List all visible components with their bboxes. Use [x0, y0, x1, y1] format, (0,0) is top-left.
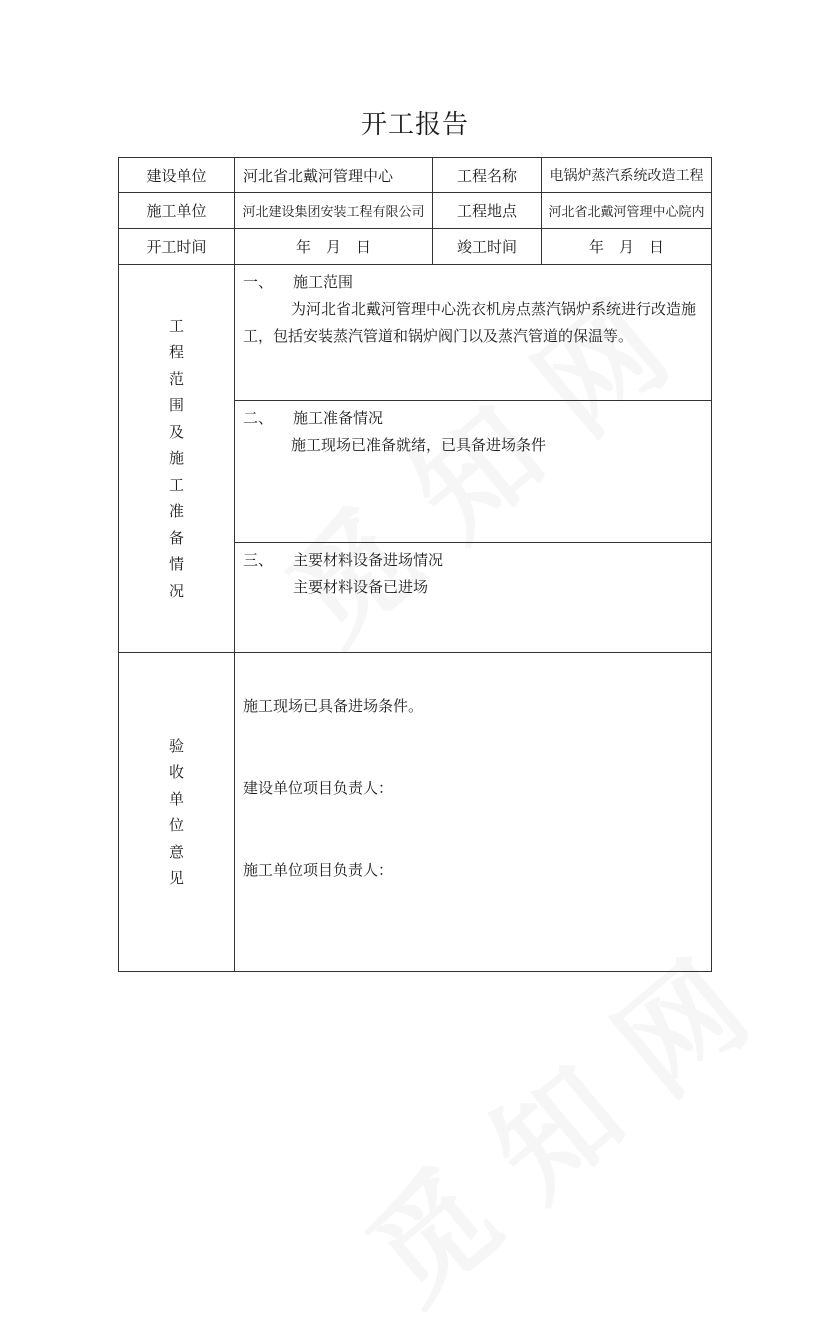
- contractor-signature-line: 施工单位项目负责人：: [243, 861, 394, 879]
- end-date-value: 年 月 日: [541, 228, 712, 265]
- scope-label-char: 及: [168, 422, 184, 441]
- end-date-label: 竣工时间: [432, 228, 542, 265]
- section-heading: [243, 405, 703, 432]
- scope-label-char: 备: [168, 528, 184, 547]
- section-text: 主要材料设备已进场: [293, 578, 429, 596]
- scope-label-char: 范: [168, 369, 184, 388]
- page-title: 开工报告: [360, 110, 469, 140]
- section-text: 为河北省北戴河管理中心洗衣机房点蒸汽锅炉系统进行改造施: [291, 300, 697, 318]
- start-date-label: 开工时间: [118, 228, 235, 265]
- start-date-value: 年 月 日: [234, 228, 433, 265]
- watermark-bottom: [327, 918, 777, 1334]
- scope-label-char: 工: [168, 475, 184, 494]
- project-name-label: 工程名称: [432, 157, 542, 193]
- scope-label-char: 情: [168, 555, 184, 574]
- section-title: 施工准备情况: [293, 409, 384, 427]
- section-title: 主要材料设备进场情况: [293, 551, 444, 569]
- scope-vertical-label: [169, 313, 184, 605]
- section-text: 施工现场已准备就绪，已具备进场条件: [291, 436, 547, 454]
- contractor-value: 河北建设集团安装工程有限公司: [234, 192, 433, 229]
- acceptance-label-char: 验: [168, 736, 184, 755]
- project-name-value: 电锅炉蒸汽系统改造工程: [541, 157, 712, 193]
- acceptance-vertical-label: [169, 733, 184, 892]
- scope-label-char: 程: [168, 343, 184, 362]
- section-text: 工，包括安装蒸汽管道和锅炉阀门以及蒸汽管道的保温等。: [243, 327, 634, 345]
- scope-label-char: 施: [168, 449, 184, 468]
- scope-label-char: 况: [168, 581, 184, 600]
- section-number: 二、: [243, 409, 274, 427]
- acceptance-label-cell: [118, 652, 235, 972]
- location-label: 工程地点: [432, 192, 542, 229]
- section-preparation: [234, 400, 712, 543]
- section-heading: [243, 547, 703, 574]
- acceptance-content: [234, 652, 712, 972]
- scope-label-cell: [118, 264, 235, 653]
- section-construction-scope: [234, 264, 712, 401]
- construction-unit-label: 建设单位: [118, 157, 235, 193]
- section-materials: [234, 542, 712, 653]
- acceptance-label-char: 见: [168, 869, 184, 887]
- acceptance-label-char: 单: [168, 789, 184, 808]
- section-number: 一、: [243, 273, 274, 291]
- section-title: 施工范围: [293, 273, 354, 291]
- acceptance-text: 施工现场已具备进场条件。: [243, 697, 424, 715]
- scope-label-char: 围: [168, 396, 184, 415]
- section-number: 三、: [243, 551, 274, 569]
- contractor-label: 施工单位: [118, 192, 235, 229]
- location-value: 河北省北戴河管理中心院内: [541, 192, 712, 229]
- acceptance-label-char: 收: [168, 763, 184, 781]
- construction-unit-value: 河北省北戴河管理中心: [234, 157, 433, 193]
- scope-label-char: 工: [168, 316, 184, 335]
- scope-label-char: 准: [168, 502, 184, 521]
- acceptance-label-char: 位: [168, 816, 184, 834]
- owner-signature-line: 建设单位项目负责人：: [243, 779, 394, 797]
- section-heading: [243, 269, 703, 296]
- acceptance-label-char: 意: [168, 842, 184, 861]
